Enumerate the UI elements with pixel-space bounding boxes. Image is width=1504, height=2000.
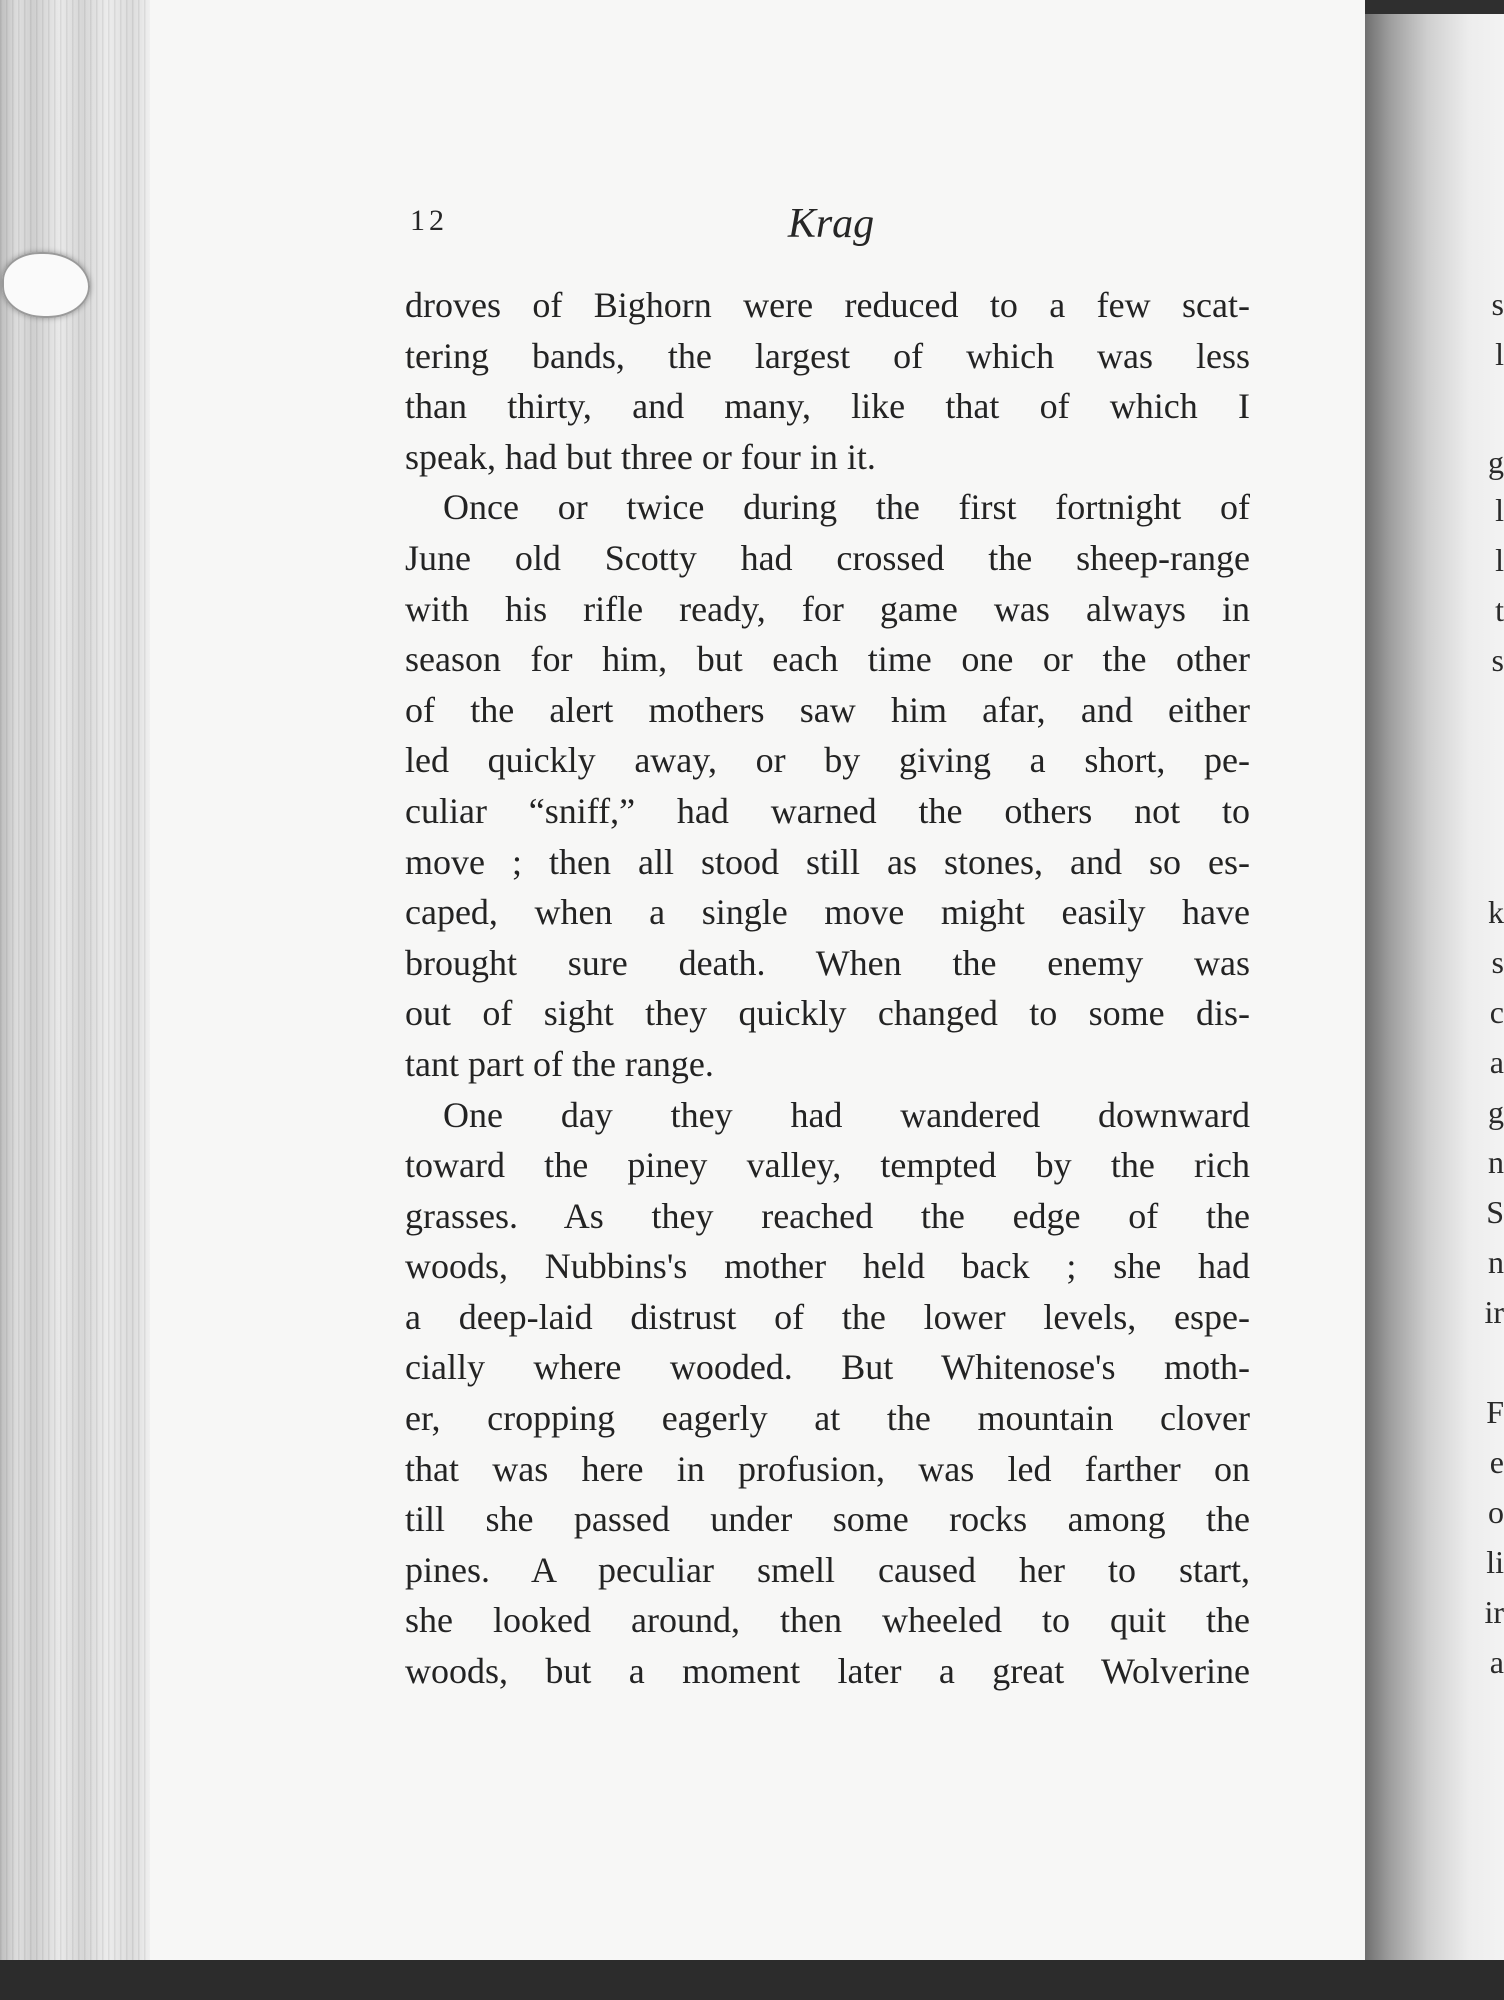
facing-letter: o	[1488, 1494, 1504, 1530]
facing-letter: l	[1495, 336, 1504, 372]
facing-letter: t	[1495, 592, 1504, 628]
text-line: out of sight they quickly changed to some dis-	[405, 993, 1250, 1034]
text-line: till she passed under some rocks among the	[405, 1499, 1250, 1540]
facing-letter: s	[1491, 642, 1504, 678]
book-page-edge	[0, 0, 150, 1960]
text-line: er, cropping eagerly at the mountain clover	[405, 1398, 1250, 1439]
text-line: droves of Bighorn were reduced to a few scat-	[405, 285, 1250, 325]
text-line: pines. A peculiar smell caused her to start,	[405, 1549, 1250, 1590]
paragraph	[405, 280, 1250, 482]
paragraph	[405, 482, 1250, 1089]
facing-page-text	[1474, 14, 1504, 1964]
running-title: Krag	[787, 201, 875, 247]
facing-letter: g	[1488, 1094, 1504, 1130]
text-line: June old Scotty had crossed the sheep-range	[405, 537, 1250, 578]
facing-letter: a	[1489, 1044, 1504, 1080]
text-line: culiar “sniff,” had warned the others not to	[405, 790, 1250, 831]
text-line: that was here in profusion, was led farther on	[405, 1448, 1250, 1489]
facing-letter: k	[1488, 894, 1504, 930]
text-line: move ; then all stood still as stones, and so es-	[405, 841, 1250, 882]
text-line: tering bands, the largest of which was less	[405, 335, 1250, 376]
facing-letter: a	[1489, 1644, 1504, 1680]
text-line: Once or twice during the first fortnight of	[443, 487, 1250, 528]
body-text	[405, 280, 1250, 1697]
facing-letter: c	[1489, 994, 1504, 1030]
facing-letter: e	[1489, 1444, 1504, 1480]
text-line: caped, when a single move might easily have	[405, 892, 1250, 933]
facing-letter: n	[1488, 1144, 1504, 1180]
facing-letter: ir	[1484, 1294, 1504, 1330]
facing-letter: ir	[1484, 1594, 1504, 1630]
text-line: she looked around, then wheeled to quit the	[405, 1600, 1250, 1641]
text-line: of the alert mothers saw him afar, and either	[405, 689, 1250, 730]
text-line: grasses. As they reached the edge of the	[405, 1195, 1250, 1236]
scan-background	[0, 1960, 1504, 2000]
text-line: led quickly away, or by giving a short, pe-	[405, 740, 1250, 781]
binding-tab	[2, 252, 90, 318]
facing-letter: li	[1486, 1544, 1504, 1580]
facing-letter: l	[1495, 492, 1504, 528]
text-line: tant part of the range.	[405, 1043, 714, 1084]
facing-page	[1365, 14, 1504, 1964]
page-number: 12	[410, 204, 448, 237]
running-head	[410, 200, 1252, 250]
paragraph	[405, 1090, 1250, 1697]
text-line: with his rifle ready, for game was always in	[405, 588, 1250, 629]
text-line: cially where wooded. But Whitenose's moth-	[405, 1347, 1250, 1388]
text-line: One day they had wandered downward	[443, 1094, 1250, 1135]
facing-letter: g	[1488, 444, 1504, 480]
text-line: speak, had but three or four in it.	[405, 436, 876, 477]
text-line: brought sure death. When the enemy was	[405, 942, 1250, 983]
text-line: than thirty, and many, like that of which I	[405, 386, 1250, 427]
facing-letter: S	[1486, 1194, 1504, 1230]
facing-letter: F	[1486, 1394, 1504, 1430]
facing-letter: s	[1491, 944, 1504, 980]
text-line: toward the piney valley, tempted by the rich	[405, 1145, 1250, 1186]
text-line: a deep-laid distrust of the lower levels, espe-	[405, 1296, 1250, 1337]
facing-letter: n	[1488, 1244, 1504, 1280]
text-line: woods, Nubbins's mother held back ; she had	[405, 1246, 1250, 1287]
facing-letter: s	[1491, 286, 1504, 322]
text-line: woods, but a moment later a great Wolverine	[405, 1651, 1250, 1692]
facing-letter: l	[1495, 542, 1504, 578]
text-line: season for him, but each time one or the other	[405, 639, 1250, 680]
